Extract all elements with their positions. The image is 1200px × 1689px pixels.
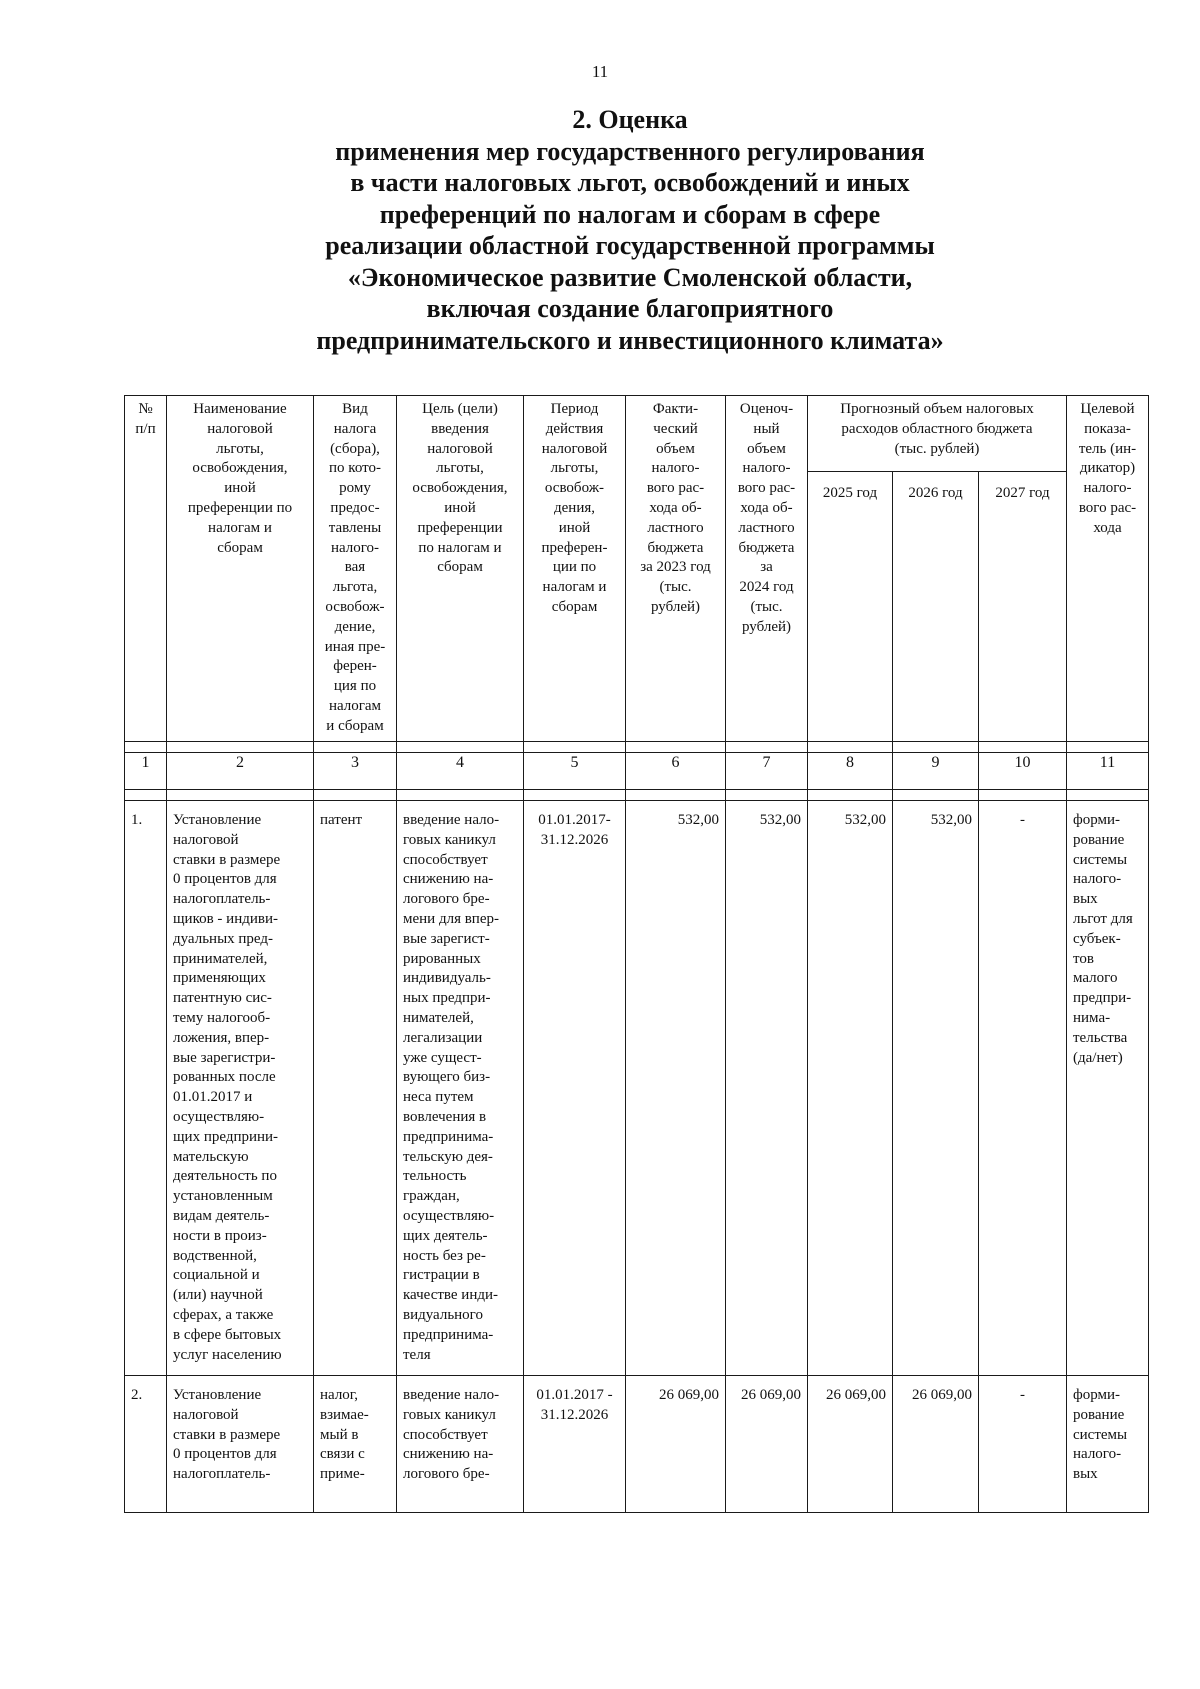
- row-benefit-name: Установление налоговой ставки в размере 0 процентов для налогоплатель- щиков - индиви- дуальных пред- принимателей, применяющих патентную сис- тему налогооб- ложения, впер- вые зарегистри- рованных после 01.01.2017 и осуществляю- щих предприни- мательскую деятельность по установленным видам деятель- ности в произ- водственной, социальной и (или) научной сферах, а также в сфере бытовых услуг населению: [167, 801, 314, 1376]
- header-number: № п/п: [125, 396, 167, 742]
- title-line: 2. Оценка: [572, 105, 688, 134]
- row-forecast-2025: 26 069,00: [808, 1376, 893, 1513]
- header-indicator: Целевой показа- тель (ин- дикатор) налого- вого рас- хода: [1067, 396, 1149, 742]
- row-number: 2.: [125, 1376, 167, 1513]
- column-number: 11: [1067, 753, 1149, 790]
- row-benefit-name: Установление налоговой ставки в размере 0 процентов для налогоплатель-: [167, 1376, 314, 1513]
- row-actual-2023: 26 069,00: [626, 1376, 726, 1513]
- column-number-row: [125, 753, 1149, 790]
- column-number: 10: [979, 753, 1067, 790]
- table-header-row: [125, 396, 1149, 472]
- row-estimated-2024: 532,00: [726, 801, 808, 1376]
- row-actual-2023: 532,00: [626, 801, 726, 1376]
- title-line: преференций по налогам и сборам в сфере: [379, 199, 881, 229]
- row-forecast-2027: -: [979, 801, 1067, 1376]
- header-forecast-group: Прогнозный объем налоговых расходов областного бюджета (тыс. рублей): [808, 396, 1067, 472]
- header-actual-2023: Факти- ческий объем налого- вого рас- хода об- ластного бюджета за 2023 год (тыс. рублей): [626, 396, 726, 742]
- title-line: применения мер государственного регулирования: [335, 136, 925, 166]
- row-indicator: форми- рование системы налого- вых: [1067, 1376, 1149, 1513]
- header-year-2025: 2025 год: [808, 472, 893, 742]
- row-estimated-2024: 26 069,00: [726, 1376, 808, 1513]
- row-forecast-2025: 532,00: [808, 801, 893, 1376]
- header-year-2026: 2026 год: [893, 472, 979, 742]
- spacer-row: [125, 742, 1149, 753]
- column-number: 9: [893, 753, 979, 790]
- column-number: 2: [167, 753, 314, 790]
- column-number: 1: [125, 753, 167, 790]
- header-tax-type: Вид налога (сбора), по кото- рому предос- тавлены налого- вая льгота, освобож- дение, иная пре- ферен- ция по налогам и сборам: [314, 396, 397, 742]
- column-number: 3: [314, 753, 397, 790]
- row-period: 01.01.2017- 31.12.2026: [524, 801, 626, 1376]
- header-goal: Цель (цели) введения налоговой льготы, освобождения, иной преференции по налогам и сборам: [397, 396, 524, 742]
- title-line: предпринимательского и инвестиционного климата»: [316, 325, 944, 355]
- tax-expenditure-table: [124, 395, 1149, 1513]
- row-indicator: форми- рование системы налого- вых льгот для субъек- тов малого предпри- нима- тельства (да/нет): [1067, 801, 1149, 1376]
- row-goal: введение нало- говых каникул способствует снижению на- логового бре-: [397, 1376, 524, 1513]
- row-forecast-2026: 26 069,00: [893, 1376, 979, 1513]
- row-forecast-2026: 532,00: [893, 801, 979, 1376]
- row-forecast-2027: -: [979, 1376, 1067, 1513]
- row-tax-type: патент: [314, 801, 397, 1376]
- column-number: 6: [626, 753, 726, 790]
- row-number: 1.: [125, 801, 167, 1376]
- title-line: реализации областной государственной программы: [325, 231, 935, 260]
- column-number: 5: [524, 753, 626, 790]
- title-line: включая создание благоприятного: [426, 294, 834, 323]
- column-number: 8: [808, 753, 893, 790]
- page-number: 11: [591, 62, 609, 81]
- header-year-2027: 2027 год: [979, 472, 1067, 742]
- table-row: [125, 1376, 1149, 1513]
- row-period: 01.01.2017 - 31.12.2026: [524, 1376, 626, 1513]
- column-number: 4: [397, 753, 524, 790]
- page-title: [160, 104, 1100, 356]
- header-benefit-name: Наименование налоговой льготы, освобождения, иной преференции по налогам и сборам: [167, 396, 314, 742]
- table-row: [125, 801, 1149, 1376]
- row-tax-type: налог, взимае- мый в связи с приме-: [314, 1376, 397, 1513]
- title-line: в части налоговых льгот, освобождений и иных: [350, 168, 910, 197]
- header-period: Период действия налоговой льготы, освобож- дения, иной преферен- ции по налогам и сборам: [524, 396, 626, 742]
- title-line: «Экономическое развитие Смоленской области,: [347, 262, 913, 292]
- spacer-row: [125, 790, 1149, 801]
- column-number: 7: [726, 753, 808, 790]
- row-goal: введение нало- говых каникул способствует снижению на- логового бре- мени для впер- вые зарегист- рированных индивидуаль- ных предпри- нимателей, легализации уже сущест- вующего биз- неса путем вовлечения в предпринима- тельскую дея- тельность граждан, осуществляю- щих деятель- ность без ре- гистрации в качестве инди- видуального предпринима- теля: [397, 801, 524, 1376]
- header-estimated-2024: Оценоч- ный объем налого- вого рас- хода об- ластного бюджета за 2024 год (тыс. рублей): [726, 396, 808, 742]
